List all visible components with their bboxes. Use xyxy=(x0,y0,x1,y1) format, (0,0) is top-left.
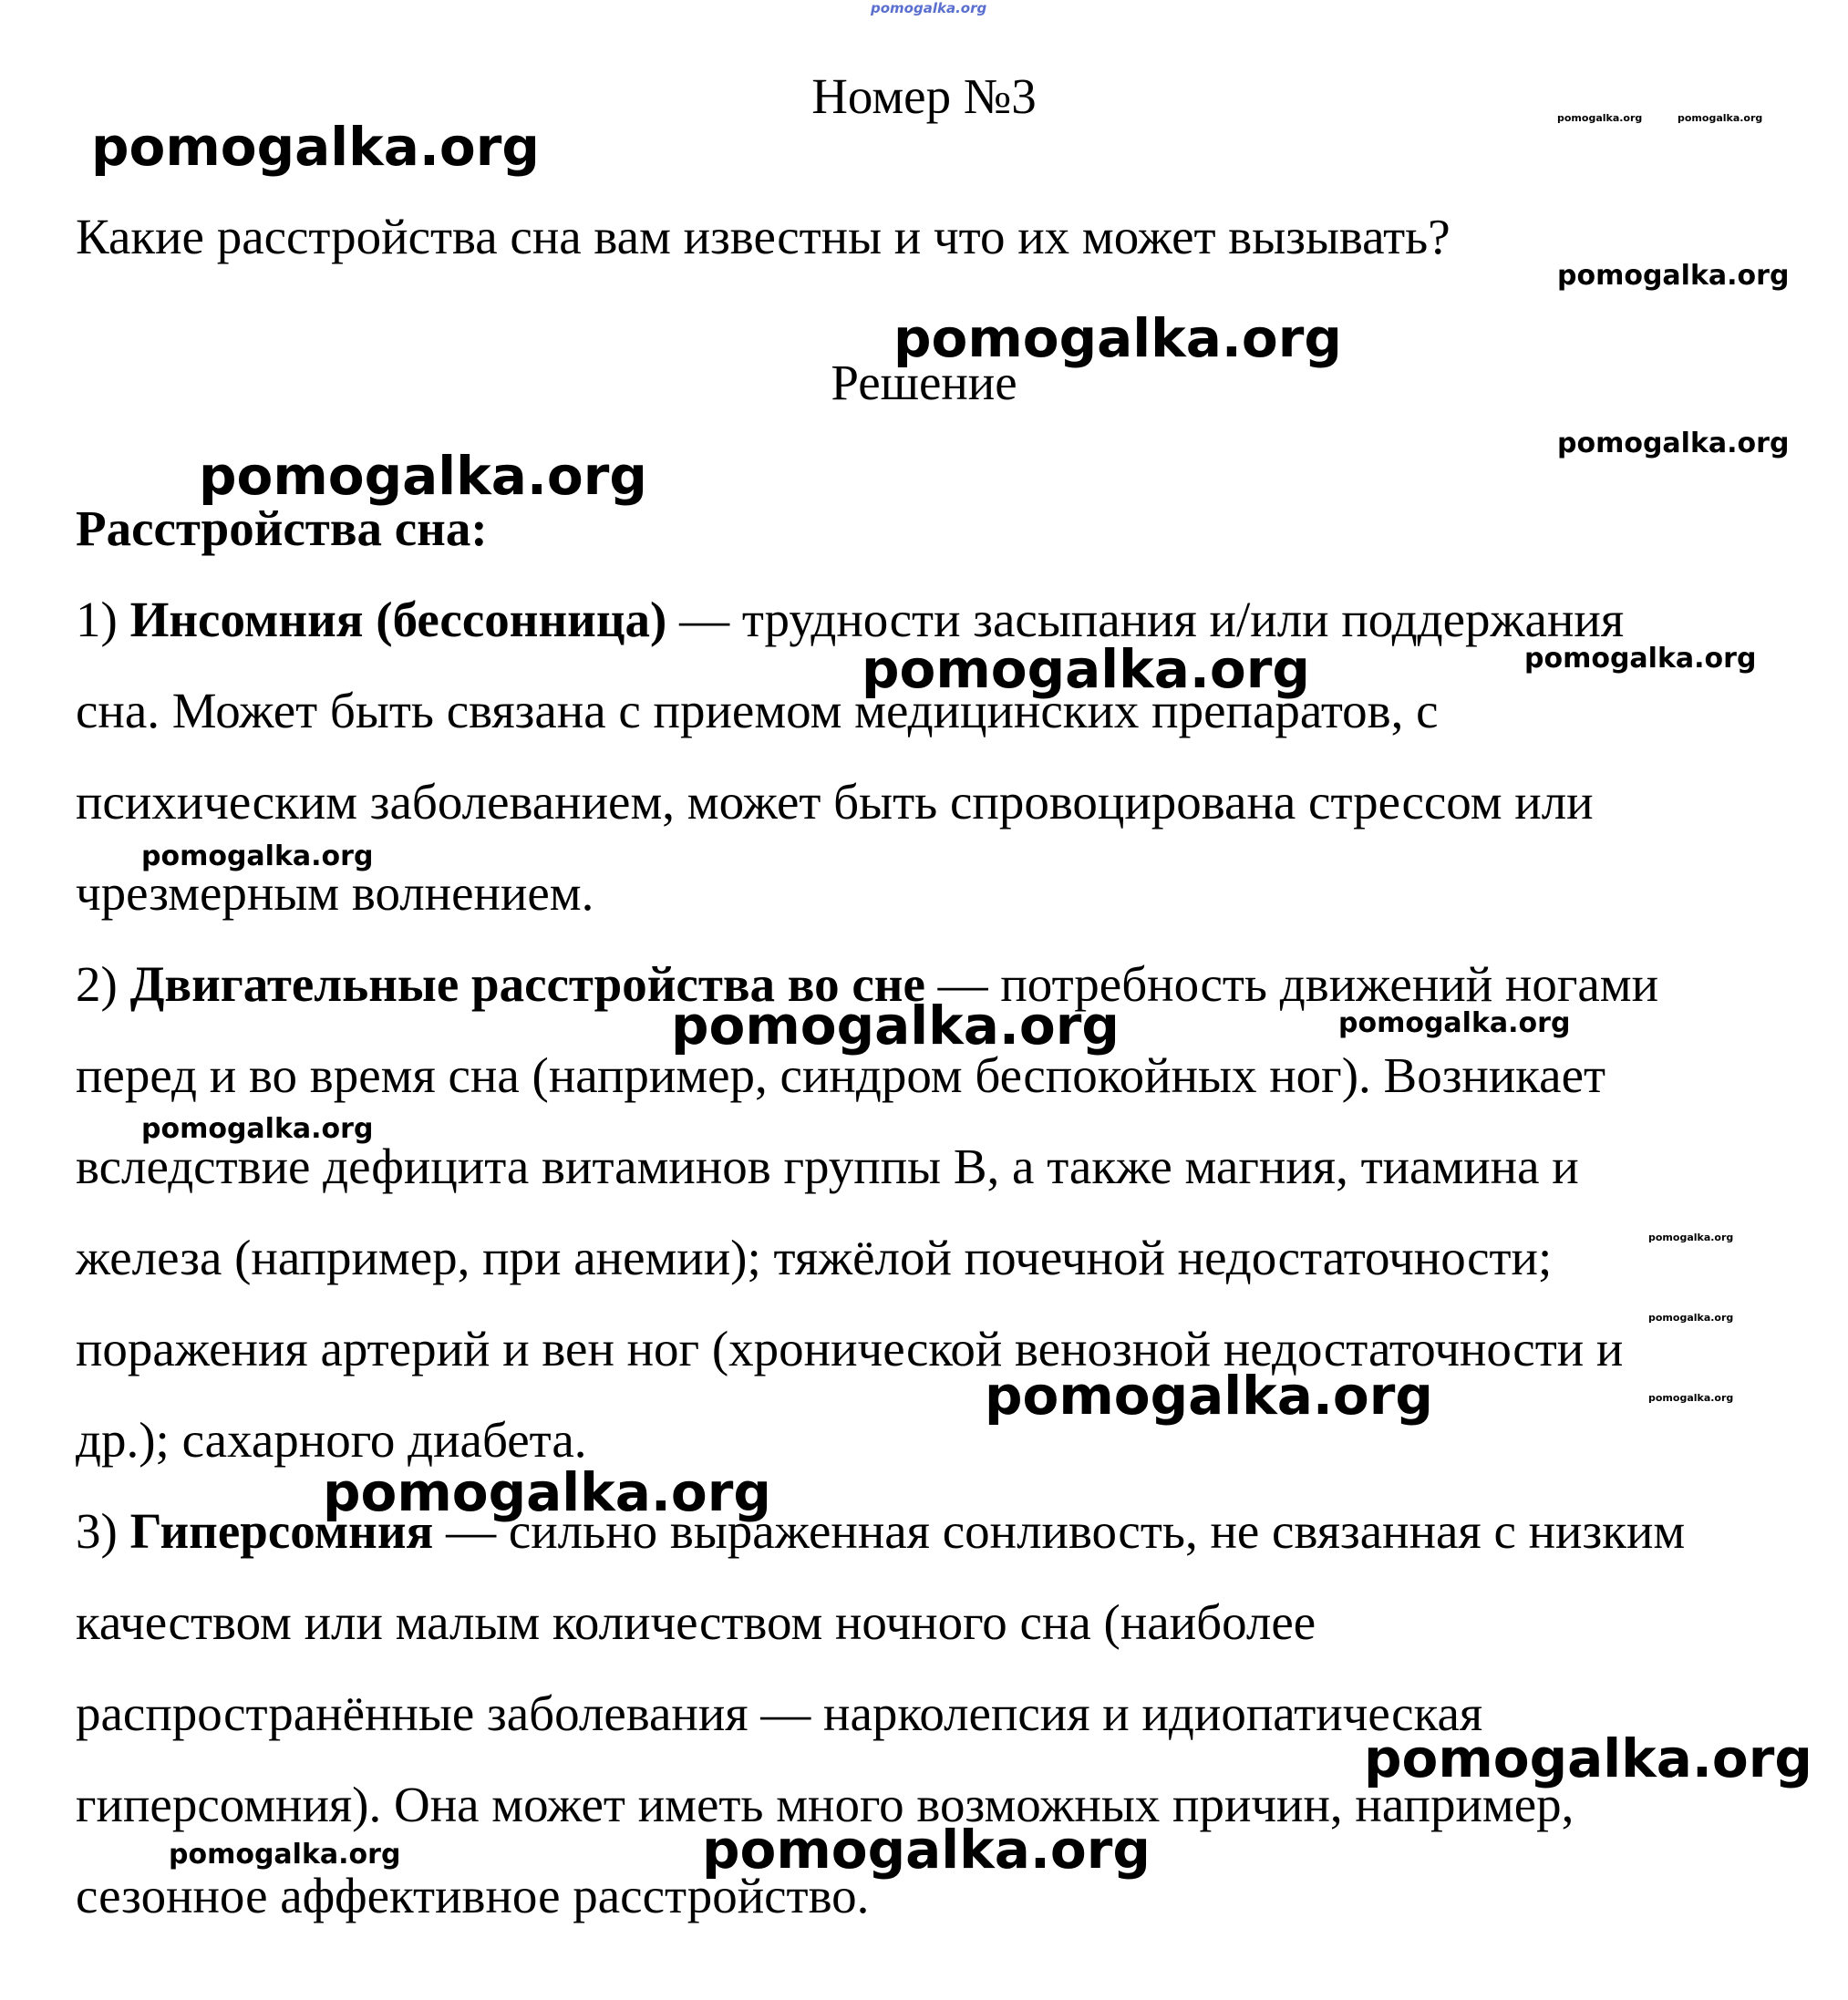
list-item-text: — потребность движений ногами xyxy=(937,956,1659,1012)
watermark-text: pomogalka.org xyxy=(871,0,987,16)
watermark-text: pomogalka.org xyxy=(702,1819,1151,1881)
watermark-text: pomogalka.org xyxy=(323,1461,771,1523)
watermark-text: pomogalka.org xyxy=(1648,1312,1734,1324)
list-item-line: психическим заболеванием, может быть спровоцирована стрессом или xyxy=(76,774,1594,830)
list-item-line: сезонное аффективное расстройство. xyxy=(76,1868,870,1923)
list-item-1-first-line xyxy=(76,592,1625,647)
list-item-line: железа (например, при анемии); тяжёлой почечной недостаточности; xyxy=(76,1230,1553,1285)
list-item-number: 2) xyxy=(76,956,118,1012)
watermark-text: pomogalka.org xyxy=(141,840,374,872)
list-item-text: — сильно выраженная сонливость, не связанная с низким xyxy=(446,1503,1686,1559)
list-item-line: гиперсомния). Она может иметь много возможных причин, например, xyxy=(76,1777,1574,1832)
watermark-text: pomogalka.org xyxy=(1524,643,1757,675)
list-item-term: Гиперсомния xyxy=(129,1503,434,1559)
watermark-text: pomogalka.org xyxy=(893,307,1342,369)
watermark-text: pomogalka.org xyxy=(1364,1727,1812,1789)
list-item-term: Двигательные расстройства во сне xyxy=(129,956,925,1012)
list-item-number: 3) xyxy=(76,1503,118,1559)
list-item-line: качеством или малым количеством ночного сна (наиболее xyxy=(76,1594,1316,1650)
list-item-text: — трудности засыпания и/или поддержания xyxy=(679,592,1625,647)
watermark-text: pomogalka.org xyxy=(1678,112,1763,124)
watermark-text: pomogalka.org xyxy=(1557,428,1790,459)
watermark-text: pomogalka.org xyxy=(1557,260,1790,292)
solution-label: Решение xyxy=(831,355,1017,410)
list-item-term: Инсомния (бессонница) xyxy=(129,592,667,647)
watermark-text: pomogalka.org xyxy=(141,1113,374,1145)
watermark-text: pomogalka.org xyxy=(1648,1392,1734,1404)
watermark-text: pomogalka.org xyxy=(91,116,540,178)
list-item-3-first-line xyxy=(76,1503,1686,1559)
question-text: Какие расстройства сна вам известны и что их может вызывать? xyxy=(76,209,1451,264)
list-item-line: перед и во время сна (например, синдром беспокойных ног). Возникает xyxy=(76,1047,1606,1103)
watermark-text: pomogalka.org xyxy=(199,445,647,507)
watermark-text: pomogalka.org xyxy=(169,1839,401,1871)
watermark-text: pomogalka.org xyxy=(671,995,1120,1057)
list-item-number: 1) xyxy=(76,592,118,647)
list-item-line: распространённые заболевания — нарколепсия и идиопатическая xyxy=(76,1686,1483,1741)
watermark-text: pomogalka.org xyxy=(862,638,1310,700)
watermark-text: pomogalka.org xyxy=(1648,1232,1734,1243)
list-item-line: др.); сахарного диабета. xyxy=(76,1412,587,1468)
watermark-text: pomogalka.org xyxy=(1338,1007,1571,1039)
list-item-line: чрезмерным волнением. xyxy=(76,865,594,921)
list-item-line: сна. Может быть связана с приемом медицинских препаратов, с xyxy=(76,683,1439,738)
watermark-text: pomogalka.org xyxy=(985,1365,1433,1427)
section-heading: Расстройства сна: xyxy=(76,500,488,556)
page-title: Номер №3 xyxy=(811,68,1037,124)
list-item-line: поражения артерий и вен ног (хронической венозной недостаточности и xyxy=(76,1321,1624,1376)
list-item-line: вследствие дефицита витаминов группы В, а также магния, тиамина и xyxy=(76,1139,1579,1194)
watermark-text: pomogalka.org xyxy=(1557,112,1643,124)
